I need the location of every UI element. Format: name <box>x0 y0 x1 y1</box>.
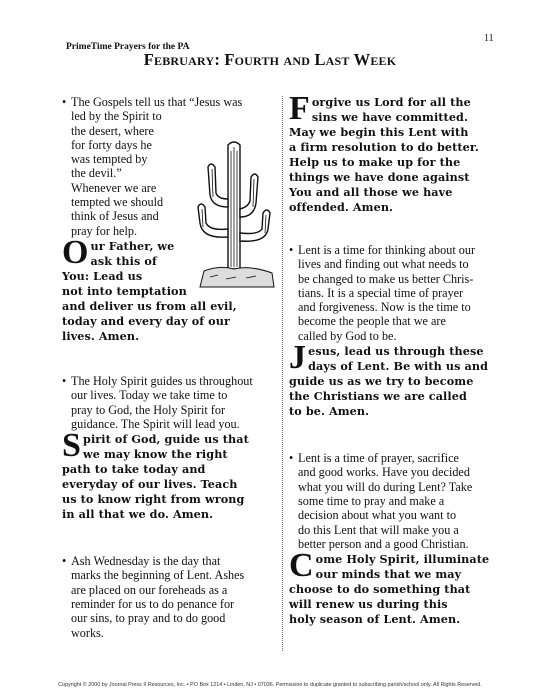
prayer-line: will renew us during this <box>289 597 448 612</box>
text-line: do this Lent that will make you a <box>298 522 459 537</box>
text-line: the desert, where <box>71 123 154 138</box>
text-line: be changed to make us better Chris- <box>298 271 474 286</box>
prayer-line: days of Lent. Be with us and <box>308 359 488 374</box>
prayer-line: everyday of our lives. Teach <box>62 477 238 492</box>
text-line: Lent is a time of prayer, sacrifice <box>298 451 459 466</box>
bullet-dot: • <box>62 554 67 569</box>
prayer-line: ask this of <box>90 253 157 268</box>
drop-cap: C <box>289 547 314 585</box>
prayer-line: guide us as we try to become <box>289 374 474 389</box>
prayer-line: and deliver us from all evil, <box>62 298 237 313</box>
prayer-line: choose to do something that <box>289 582 471 597</box>
series-title: PrimeTime Prayers for the PA <box>66 42 190 52</box>
drop-cap: J <box>289 339 307 377</box>
text-line: lives and finding out what needs to <box>298 257 469 272</box>
text-line: works. <box>71 625 104 640</box>
bullet-dot: • <box>62 373 67 388</box>
prayer-spirit-of-god <box>62 427 284 522</box>
prayer-line: today and every day of our <box>62 313 230 328</box>
text-line: pray to God, the Holy Spirit for <box>71 402 226 417</box>
prayer-line: path to take today and <box>62 462 206 477</box>
text-line: pray for help. <box>71 223 137 238</box>
bullet-temptation <box>62 95 284 238</box>
page-number: 11 <box>484 33 494 44</box>
text-line: and forgiveness. Now is the time to <box>298 300 471 315</box>
text-line: was tempted by <box>71 152 148 167</box>
bullet-lent-thinking <box>289 243 495 343</box>
left-column <box>62 95 284 640</box>
prayer-line: our minds that we may <box>315 567 462 582</box>
prayer-forgive-us <box>289 90 495 215</box>
text-line: become the people that we are <box>298 314 446 329</box>
text-line: tempted we should <box>71 195 164 210</box>
prayer-line: not into temptation <box>62 283 187 298</box>
text-line: think of Jesus and <box>71 209 159 224</box>
prayer-line: to be. Amen. <box>289 404 370 419</box>
right-column <box>289 90 495 627</box>
prayer-line: us to know right from wrong <box>62 492 245 507</box>
prayer-line: a firm resolution to do better. <box>289 140 479 154</box>
bullet-lent-prayer <box>289 451 495 551</box>
prayer-line: ome Holy Spirit, illuminate <box>315 552 490 567</box>
text-line: The Gospels tell us that “Jesus was <box>71 95 243 109</box>
text-line: Lent is a time for thinking about our <box>298 243 476 257</box>
text-line: guidance. The Spirit will lead you. <box>71 416 240 431</box>
text-line: for forty days he <box>71 137 152 152</box>
text-line: tians. It is a special time of prayer <box>298 285 464 300</box>
bullet-holy-spirit <box>62 374 284 431</box>
prayer-line: You and all those we have <box>289 185 453 199</box>
text-line: some time to pray and make a <box>298 493 445 508</box>
prayer-line: May we begin this Lent with <box>289 125 469 139</box>
bullet-dot: • <box>289 243 294 257</box>
prayer-line: in all that we do. Amen. <box>62 507 214 522</box>
prayer-come-holy-spirit <box>289 547 495 627</box>
prayer-line: things we have done against <box>289 170 470 184</box>
text-line: The Holy Spirit guides us throughout <box>71 373 253 388</box>
text-line: led by the Spirit to <box>71 109 162 124</box>
text-line: Ash Wednesday is the day that <box>71 554 221 569</box>
prayer-line: lives. Amen. <box>62 328 140 343</box>
text-line: what you will do during Lent? Take <box>298 479 473 494</box>
prayer-line: orgive us Lord for all the <box>311 95 471 109</box>
copyright-footer: Copyright © 2000 by Journal Press II Resources, Inc. • PO Box 1214 • Linden, NJ • 07036. Permission to duplicate granted to subscribing parish/school only. All Rights Reserved. <box>58 682 482 688</box>
text-line: marks the beginning of Lent. Ashes <box>71 568 245 583</box>
text-line: called by God to be. <box>298 328 397 343</box>
drop-cap: O <box>62 233 89 271</box>
text-line: Whenever we are <box>71 180 157 195</box>
prayer-line: sins we have committed. <box>311 110 468 124</box>
prayer-line: esus, lead us through these <box>308 344 484 359</box>
text-line: better person and a good Christian. <box>298 536 469 551</box>
prayer-line: offended. Amen. <box>289 200 394 214</box>
prayer-line: holy season of Lent. Amen. <box>289 612 461 627</box>
text-line: and good works. Have you decided <box>298 465 470 480</box>
text-line: our lives. Today we take time to <box>71 388 228 403</box>
drop-cap: S <box>62 427 82 465</box>
prayer-jesus-lead-us <box>289 339 495 419</box>
prayer-line: Help us to make up for the <box>289 155 461 169</box>
prayer-line: ur Father, we <box>90 238 175 253</box>
text-line: are placed on our foreheads as a <box>71 582 228 597</box>
text-line: decision about what you want to <box>298 508 457 523</box>
prayer-line: You: Lead us <box>62 268 143 283</box>
text-line: our sins, to pray and to do good <box>71 611 226 626</box>
bullet-ash-wednesday <box>62 554 284 640</box>
page-title: February: Fourth and Last Week <box>143 50 397 69</box>
prayer-line: we may know the right <box>83 447 228 462</box>
text-line: the devil.” <box>71 166 122 181</box>
drop-cap: F <box>289 90 310 127</box>
bullet-dot: • <box>62 95 67 109</box>
bullet-dot: • <box>289 451 294 466</box>
text-line: reminder for us to do penance for <box>71 597 235 612</box>
prayer-line: pirit of God, guide us that <box>83 432 249 447</box>
prayer-line: the Christians we are called <box>289 389 467 404</box>
